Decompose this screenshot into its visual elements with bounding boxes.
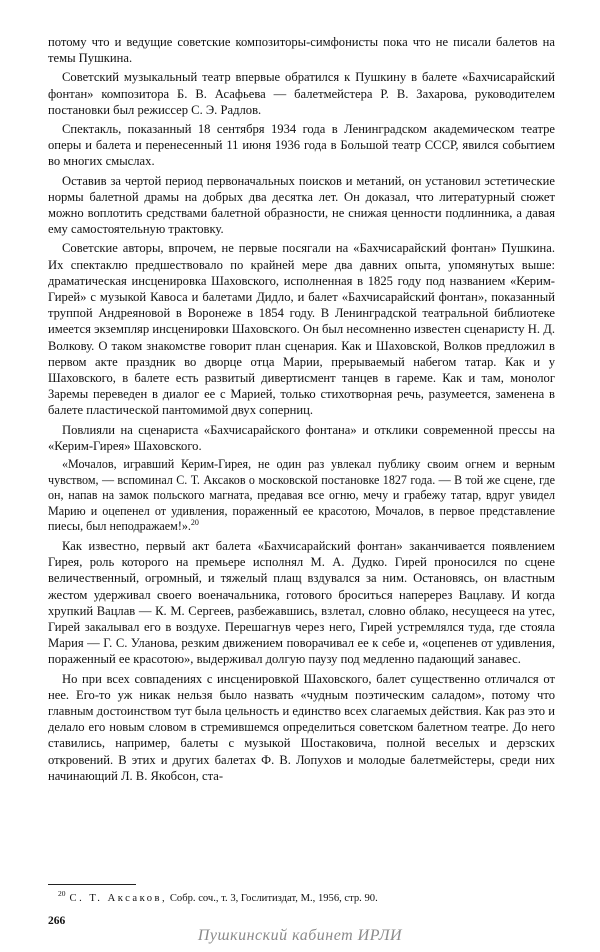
block-quote xyxy=(48,457,555,535)
quote-text: «Мочалов, игравший Керим-Гирея, не один раз увлекал публику своим огнем и верным чувством, — вспоминал С. Т. Аксаков о московской постановке 1827 года. — В той же сцене, где он, напав на замок польского магната, предавая все огню, мечу и грабежу татар, вдруг увидел Марию и оцепенел от удивления, пораженный ее красотою, Мочалов, в первое представление пиесы, был неподражаем!». xyxy=(48,457,555,534)
footnote-reference: 20 xyxy=(190,518,199,528)
paragraph-7: Как известно, первый акт балета «Бахчисарайский фонтан» заканчивается появлением Гирея, роль которого на премьере исполнял М. А. Дудко. Гирей проносился по сцене величественный, огромный, и тяжелый плащ вздувался за ним. Остановясь, он властным жестом удерживал своего военачальника, готового броситься наперерез Вацлаву. И когда хрупкий Вацлав — К. М. Сергеев, разбежавшись, взлетал, словно облако, несущееся на утес, Гирей закалывал его в воздухе. Перешагнув через него, Гирей устремлялся туда, где стояла Мария — Г. С. Уланова, резким движением поворачивал ее к себе и, «оцепенев от удивления, пораженный ее красотою», выдерживал долгую паузу под медленно падающий занавес. xyxy=(48,539,555,667)
paragraph-5: Советские авторы, впрочем, не первые посягали на «Бахчисарайский фонтан» Пушкина. Их спектаклю предшествовало по крайней мере два давних опыта, упомянутых выше: драматическая инсценировка Шаховского, исполненная в 1825 году под названием «Керим-Гирей» с музыкой Кавоса и балетами Дидло, и балет «Бахчисарайский фонтан», показанный труппой Андреяновой в Воронеже в 1854 году. В Ленинградской театральной библиотеке имеется экземпляр инсценировки Шаховского. Он был несомненно известен сценаристу Н. Д. Волкову. О таком знакомстве говорит план сценария. Как и Шаховской, Волков предложил в первом акте праздник во дворце отца Марии, прерываемый набегом татар. Как и у Шаховского, в балете есть развитый дивертисмент танцев в гареме. Как и там, монолог Заремы переведен в диалог ее с Марией, только стихотворная речь, разумеется, заменена в балете пластической пантомимой двух соперниц. xyxy=(48,241,555,418)
footnote xyxy=(58,889,555,905)
footnote-text: Собр. соч., т. 3, Гослитиздат, М., 1956, стр. 90. xyxy=(169,893,378,904)
paragraph-3: Спектакль, показанный 18 сентября 1934 года в Ленинградском академическом театре оперы и балета и перенесенный 11 июня 1936 года в Большой театр СССР, явился событием во многих смыслах. xyxy=(48,122,555,169)
main-text xyxy=(48,34,555,787)
paragraph-6: Повлияли на сценариста «Бахчисарайского фонтана» и отклики современной прессы на «Керим-Гирея» Шаховского. xyxy=(48,422,555,453)
paragraph-8: Но при всех совпадениях с инсценировкой Шаховского, балет существенно отличался от нее. Его-то уж никак нельзя было назвать «чудным поэтическим саладом», потому что главным достоинством тут была цельность и единство всех слагаемых действия. Как раз это и делало его новым словом в стремившемся определиться советском балетном театре. До него ставились, например, балеты с музыкой Шостаковича, полной веселых и дерзских откровений. В этих и других балетах Ф. В. Лопухов и молодые балетмейстеры, среди них начинающий Л. В. Якобсон, ста- xyxy=(48,671,555,783)
footnote-divider xyxy=(48,884,136,885)
paragraph-4: Оставив за чертой период первоначальных поисков и метаний, он установил эстетические нормы балетной драмы на добрых два десятка лет. Он доказал, что литературный сюжет можно воплотить средствами балетной образности, не снижая ценности подлинника, а давая ему самостоятельную трактовку. xyxy=(48,173,555,237)
page-number: 266 xyxy=(48,915,66,927)
paragraph-2: Советский музыкальный театр впервые обратился к Пушкину в балете «Бахчисарайский фонтан» композитора Б. В. Асафьева — балетмейстера Р. В. Захарова, руководителем постановки был режиссер С. Э. Радлов. xyxy=(48,70,555,117)
watermark: Пушкинский кабинет ИРЛИ xyxy=(197,927,403,944)
footnote-author: С. Т. Аксаков, xyxy=(69,893,168,904)
paragraph-1: потому что и ведущие советские композиторы-симфонисты пока что не писали балетов на темы Пушкина. xyxy=(48,35,555,66)
footnote-number: 20 xyxy=(58,889,66,899)
